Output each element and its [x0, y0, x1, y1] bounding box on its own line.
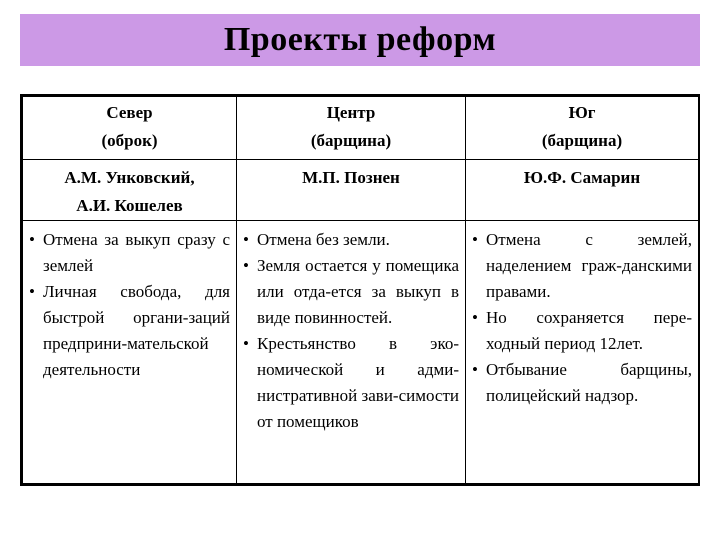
points-cell-south: [466, 221, 699, 484]
header-row: [23, 97, 699, 160]
points-list: [466, 227, 698, 409]
list-item: • Отмена с землей, наделением граж-данскими правами.: [466, 227, 692, 305]
duty-type: (оброк): [101, 131, 158, 150]
list-item: • Отбывание барщины, полицейский надзор.: [466, 357, 692, 409]
list-item: • Отмена за выкуп сразу с землей: [23, 227, 230, 279]
list-item: • Но сохраняется пере-ходный период 12лет.: [466, 305, 692, 357]
duty-type: (барщина): [541, 131, 623, 150]
region-name: Юг: [568, 103, 596, 122]
points-cell-north: [23, 221, 237, 484]
page-title: Проекты реформ: [223, 21, 497, 58]
header-cell-center: [237, 97, 466, 160]
list-item: • Земля остается у помещика или отда-ется за выкуп в виде повинностей.: [237, 253, 459, 331]
points-list: [237, 227, 465, 435]
title-bar: [20, 14, 700, 66]
authors-cell-center: [237, 160, 466, 221]
header-cell-south: [466, 97, 699, 160]
region-name: Север: [106, 103, 153, 122]
reform-table: [20, 94, 700, 486]
points-row: [23, 221, 699, 484]
authors-cell-south: [466, 160, 699, 221]
header-cell-north: [23, 97, 237, 160]
authors-cell-north: [23, 160, 237, 221]
list-item: • Личная свобода, для быстрой органи-заций предприни-мательской деятельности: [23, 279, 230, 383]
list-item: • Крестьянство в эко-номической и адми-нистративной зави-симости от помещиков: [237, 331, 459, 435]
author-name: А.М. Унковский,: [64, 168, 195, 187]
author-name: А.И. Кошелев: [76, 196, 183, 215]
points-cell-center: [237, 221, 466, 484]
list-item: • Отмена без земли.: [237, 227, 459, 253]
authors-row: [23, 160, 699, 221]
duty-type: (барщина): [310, 131, 392, 150]
points-list: [23, 227, 236, 383]
author-name: М.П. Познен: [302, 168, 400, 187]
region-name: Центр: [326, 103, 376, 122]
author-name: Ю.Ф. Самарин: [523, 168, 641, 187]
